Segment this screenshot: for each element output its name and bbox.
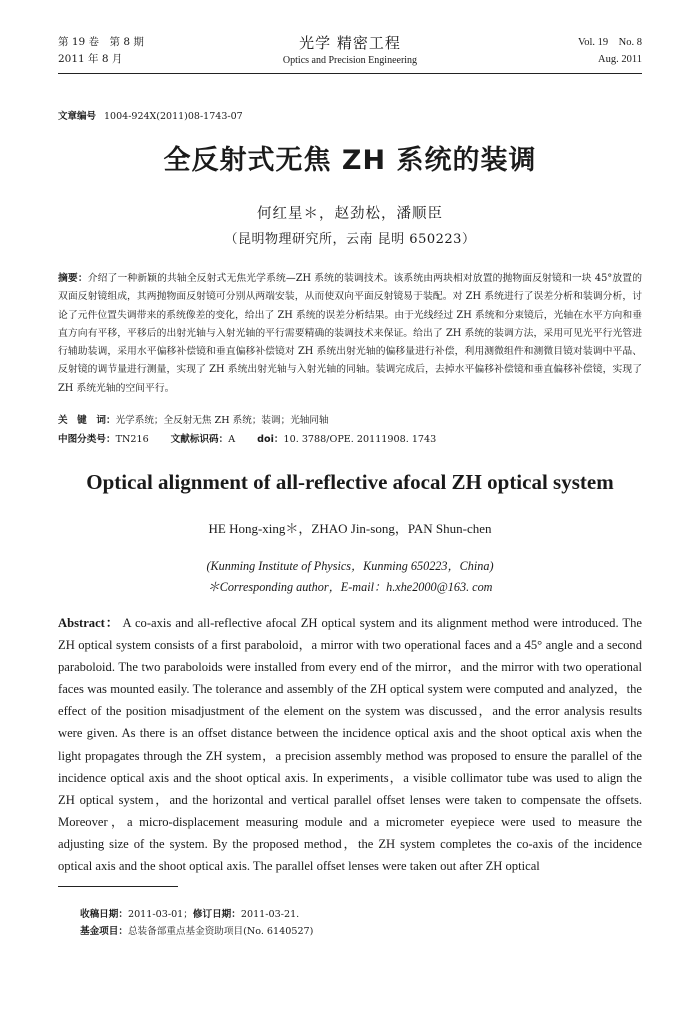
received-label: 收稿日期： (80, 909, 128, 920)
keywords-label: 关 键 词： (58, 415, 116, 426)
revised-label: 修订日期： (192, 909, 241, 920)
classification-line (58, 432, 642, 448)
keywords-cn (58, 413, 642, 429)
fund-label: 基金项目： (80, 926, 128, 937)
abstract-cn (58, 270, 642, 398)
abstract-en-text: A co-axis and all-reflective afocal ZH optical system and its alignment method were introduced. The ZH optical system consists of a first paraboloid，a mirror with two operational faces and a 45° angle and a second paraboloid. The two paraboloids were installed from every end of the mirror，and the mirror with two operational faces was mounted easily. The tolerance and assembly of the ZH optical system were computed and analyzed，the effect of the position misadjustment of the element on the system was discussed，and the error analysis results were given. As there is an offset distance between the incidence optical axis and the shoot optical axis when the light propagates through the ZH system，a precision assembly method was proposed to ensure the parallel of the incidence optical axis and the shoot optical axis. In experiments，a visible collimator tube was used to align the ZH optical system，and the horizontal and vertical parallel offset lenses were taken to compensate the offsets. Moreover，a micro-displacement measuring module and a micrometer eyepiece were used to measure the adjusting size of the system. By the proposed method，the ZH system completes the co-axis of the incidence optical axis and the shoot optical axis. The parallel offset lenses were taken out after ZH optical (58, 616, 642, 874)
document-code-label: 文献标识码： (170, 434, 229, 445)
class-number-label: 中图分类号： (58, 434, 116, 445)
volume-issue-cn: 第 19 卷 第 8 期 (58, 36, 144, 48)
article-number (58, 108, 243, 122)
title-cn: 全反射式无焦 ZH 系统的装调 (163, 145, 537, 176)
volume-issue-en: Vol. 19 No. 8 (578, 37, 642, 48)
footnotes (80, 906, 313, 940)
date-cn: 2011 年 8 月 (58, 53, 123, 65)
fund-value: 总装备部重点基金资助项目(No. 6140527) (127, 926, 314, 937)
abstract-cn-text: 介绍了一种新颖的共轴全反射式无焦光学系统—ZH 系统的装调技术。该系统由两块相对放置的抛物面反射镜和一块 45°放置的双面反射镜组成，其两抛物面反射镜可分别从两端安装，从而使双向平面反射镜易于装配。对 ZH 系统进行了误差分析和装调分析，讨论了元件位置失调带来的系统像差的变化，给出了 ZH 系统的误差分析结果。由于光线经过 ZH 系统和分束镜后，光轴在水平方向和垂直方向有平移，平移后的出射光轴与入射光轴的平行需要精确的装调技术来保证。给出了 ZH 系统的装调方法，采用可见光平行光管进行辅助装调，采用水平偏移补偿镜和垂直偏移补偿镜对 ZH 系统出射光轴的偏移量进行补偿，利用测微组件和测微目镜对装调中平晶、反射镜的调节量进行测量，实现了 ZH 系统出射光轴与入射光轴的同轴。装调完成后，去掉水平偏移补偿镜和垂直偏移补偿镜，实现了 ZH 系统光轴的空间平行。 (58, 273, 643, 394)
journal-name-cn: 光学 精密工程 (299, 34, 401, 52)
fund-footnote (80, 923, 313, 940)
document-code-value: A (228, 434, 236, 445)
doi-label: doi： (257, 434, 284, 445)
article-number-value: 1004-924X(2011)08-1743-07 (104, 111, 243, 122)
abstract-en (58, 612, 642, 877)
affiliation-en (0, 556, 700, 598)
footnote-rule (58, 886, 178, 887)
doi-value: 10. 3788/OPE. 20111908. 1743 (283, 434, 437, 445)
received-date: 2011-03-01； (127, 909, 193, 920)
keywords-value: 光学系统；全反射无焦 ZH 系统；装调；光轴同轴 (115, 415, 329, 426)
header-rule (58, 73, 642, 74)
authors-cn: 何红星＊，赵劲松，潘顺臣 (257, 206, 443, 222)
corresponding-author: ＊Corresponding author，E-mail：h.xhe2000@163. com (207, 580, 493, 594)
abstract-cn-label: 摘要： (58, 273, 88, 284)
dates-footnote (80, 906, 313, 923)
journal-name (58, 34, 642, 68)
journal-name-en: Optics and Precision Engineering (282, 55, 418, 66)
class-number-value: TN216 (115, 434, 149, 445)
affiliation-cn: （昆明物理研究所，云南 昆明 650223） (224, 232, 476, 247)
abstract-en-label: Abstract： (58, 616, 120, 630)
title-en: Optical alignment of all-reflective afocal ZH optical system (86, 470, 614, 494)
date-en: Aug. 2011 (598, 54, 642, 65)
authors-en: HE Hong-xing＊，ZHAO Jin-song，PAN Shun-chen (208, 521, 492, 536)
article-number-label: 文章编号 (58, 111, 97, 122)
running-header (58, 34, 642, 70)
revised-date: 2011-03-21. (240, 909, 300, 920)
header-right (578, 34, 642, 68)
affiliation-en-line: (Kunming Institute of Physics，Kunming 650223，China) (206, 559, 494, 573)
